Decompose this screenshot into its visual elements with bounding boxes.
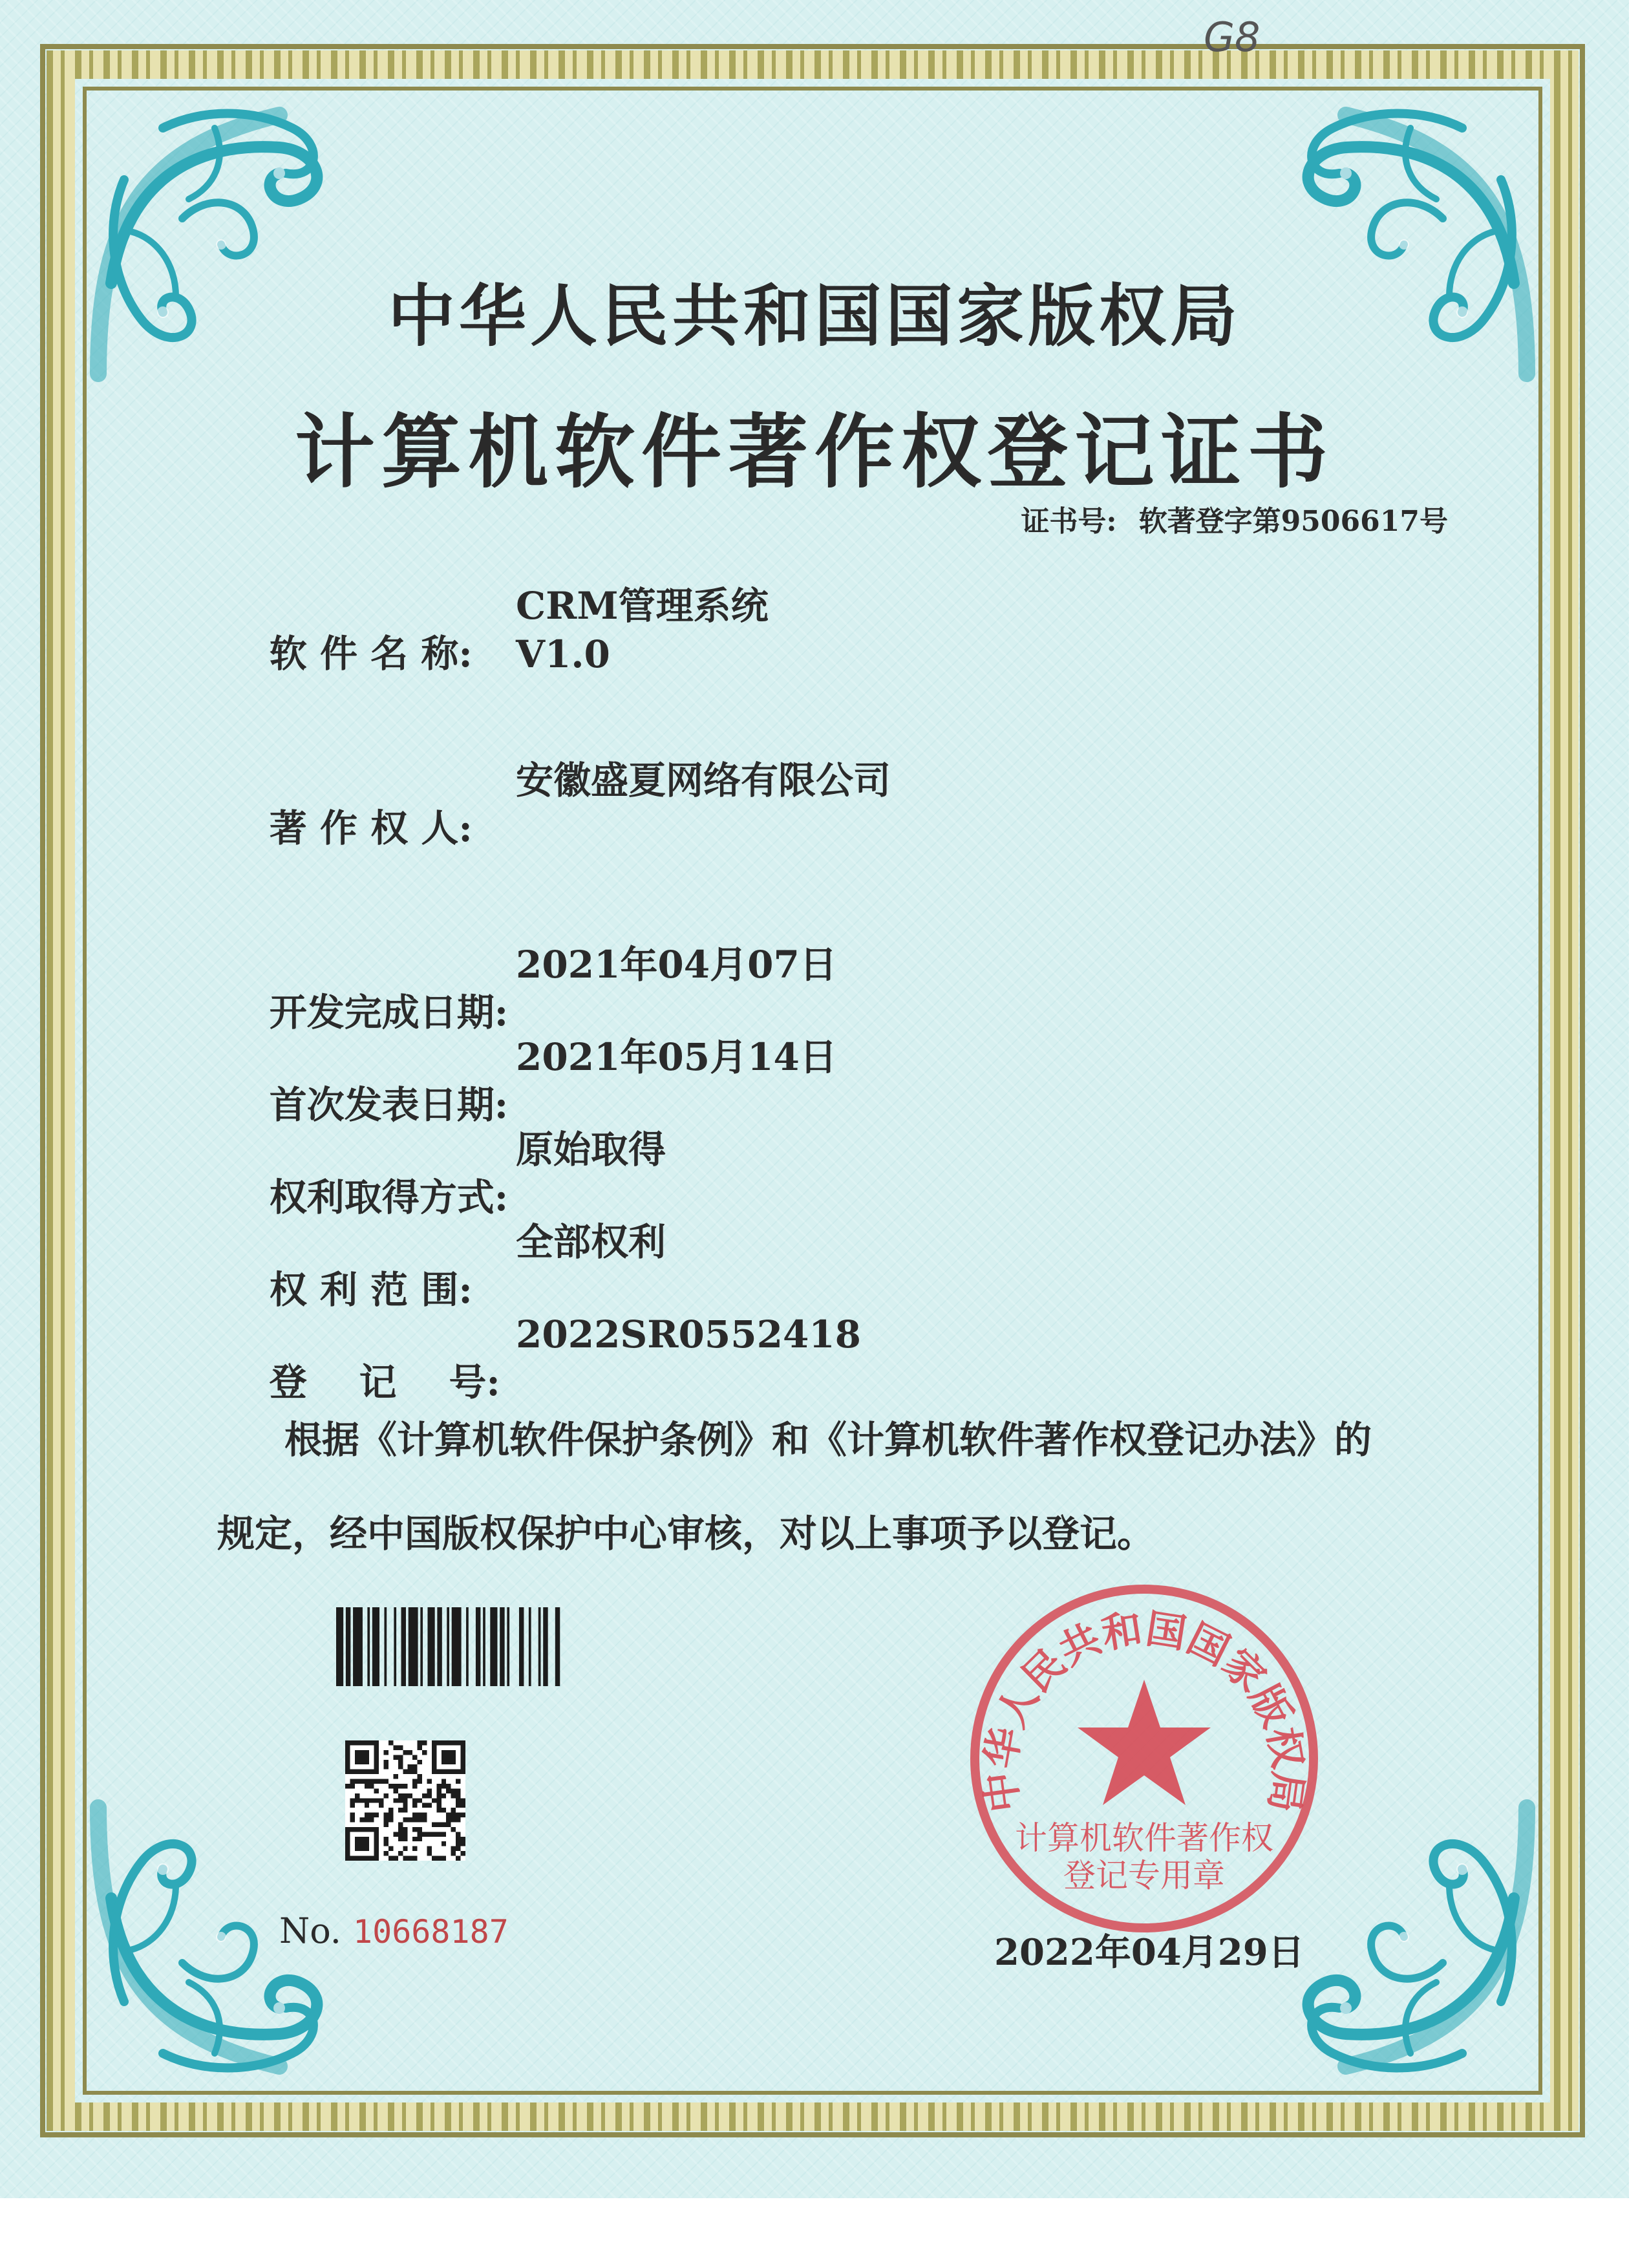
barcode-image: [336, 1607, 562, 1686]
field-value: 2022SR0552418: [516, 1312, 862, 1356]
field-value: CRM管理系统: [516, 584, 769, 628]
field-value: 2021年04月07日: [516, 943, 837, 987]
field-software-version: [217, 630, 610, 774]
seal-ring-text: 中华人民共和国国家版权局: [976, 1605, 1312, 1815]
field-copyright-owner: [217, 756, 891, 900]
field-label: 权 利 范 围:: [269, 1268, 473, 1312]
handwritten-annotation: G8: [1204, 14, 1261, 61]
issue-date: 2022年04月29日: [994, 1931, 1304, 1974]
certificate-number-label: 证书号:: [1021, 505, 1117, 538]
field-label: 首次发表日期:: [269, 1083, 509, 1127]
serial-number: [279, 1910, 509, 1951]
agency-title: 中华人民共和国国家版权局: [387, 276, 1241, 356]
star-icon: [1078, 1680, 1211, 1805]
declaration-line: 规定，经中国版权保护中心审核，对以上事项予以登记。: [217, 1512, 1155, 1556]
field-label: 登 记 号:: [269, 1360, 500, 1404]
field-label: 著 作 权 人:: [269, 806, 473, 850]
seal-line-1: 计算机软件著作权: [1015, 1819, 1273, 1857]
qr-code-image: [345, 1740, 465, 1861]
field-value: 安徽盛夏网络有限公司: [516, 758, 891, 802]
field-label: 权利取得方式:: [269, 1175, 509, 1219]
field-label: 软 件 名 称:: [269, 632, 473, 676]
field-value: 2021年05月14日: [516, 1035, 837, 1079]
seal-line-2: 登记专用章: [1063, 1857, 1225, 1894]
certificate-number-value: 软著登字第9506617号: [1138, 505, 1448, 538]
field-value: 全部权利: [516, 1220, 666, 1264]
declaration-line: 根据《计算机软件保护条例》和《计算机软件著作权登记办法》的: [284, 1418, 1372, 1462]
serial-prefix: No.: [279, 1910, 341, 1951]
field-value: V1.0: [516, 632, 610, 676]
field-label: 开发完成日期:: [269, 990, 509, 1034]
certificate-number: [918, 498, 1448, 539]
official-seal: [963, 1578, 1325, 1940]
field-value: 原始取得: [516, 1128, 666, 1171]
certificate-title: 计算机软件著作权登记证书: [294, 405, 1334, 499]
serial-value: 10668187: [352, 1913, 509, 1951]
